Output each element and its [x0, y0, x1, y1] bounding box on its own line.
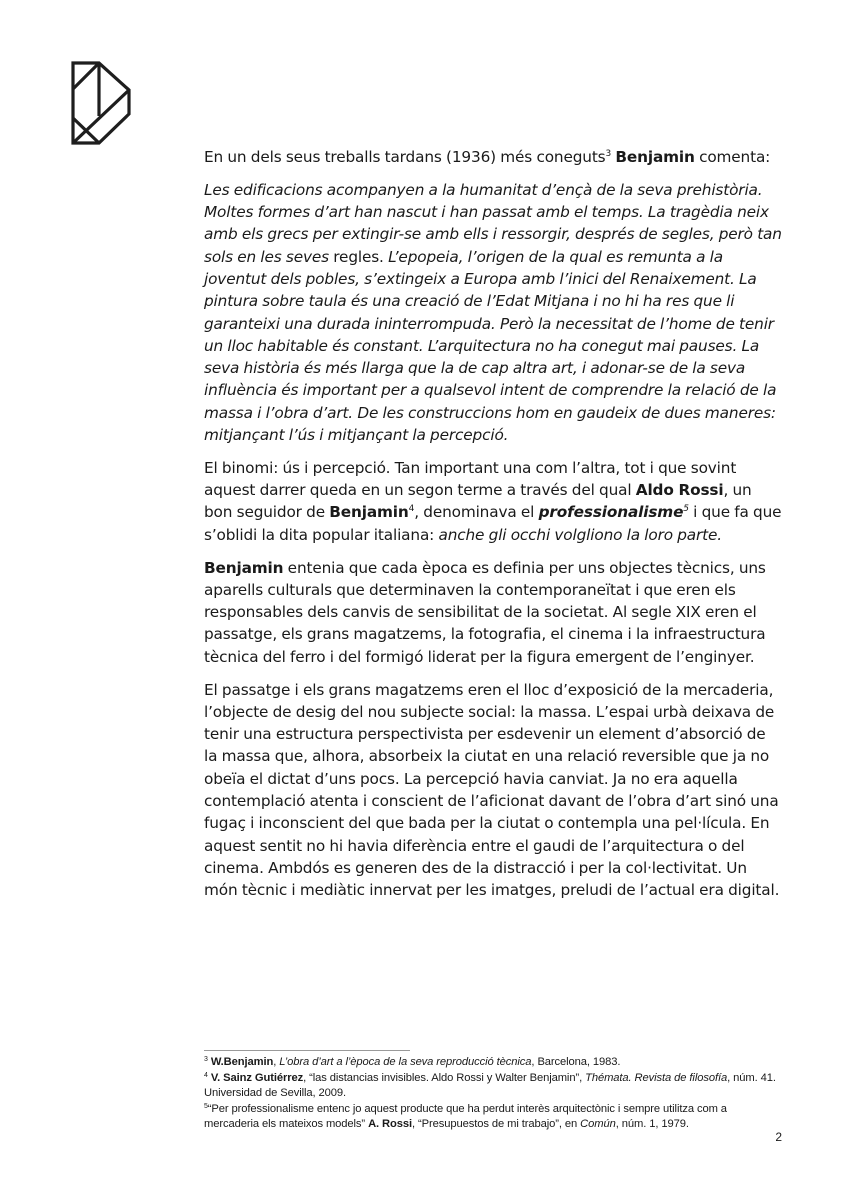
- text: , “las distancias invisibles. Aldo Rossi y Walter Benjamin”,: [303, 1071, 586, 1084]
- footnote-number: 3: [204, 1056, 208, 1063]
- author-name: W.Benjamin: [210, 1056, 274, 1068]
- text: , núm. 1, 1979.: [615, 1118, 689, 1131]
- text: , un bon seguidor de: [204, 481, 752, 522]
- footnotes: [204, 1055, 784, 1133]
- text: , “Presupuestos de mi trabajo”, en: [412, 1118, 581, 1131]
- term: professionalisme: [538, 503, 684, 522]
- text: comenta:: [694, 148, 771, 166]
- text: El binomi: ús i percepció. Tan important una com l’altra, tot i que sovint aquest darrer queda en un segon terme a través del qual: [204, 458, 737, 500]
- author-name: A. Rossi: [368, 1118, 413, 1131]
- text: ,: [273, 1056, 280, 1068]
- footnote-ref-4[interactable]: 4: [408, 504, 415, 515]
- italian-saying: anche gli occhi volgliono la loro parte.: [438, 525, 722, 544]
- text: El passatge i els grans magatzems eren el lloc d’exposició de la mercaderia, l’objecte de desig del nou subjecte social: la massa. L’espai urbà deixava de tenir una estructura perspectivista per esdevenir un element d’absorció de la massa que, alhora, absorbeix la ciutat en una relació reversible que ja no obeïa el dictat d’uns pocs. La percepció havia canviat. Ja no era aquella contemplació atenta i conscient de l’aficionat davant de l’obra d’art sinó una fugaç i inconscient del que bada per la ciutat o contempla una pel·lícula. En aquest sentit no hi havia diferència entre el gaudi de l’arquitectura o del cinema. Ambdós es generen des de la distracció i per la col·lectivitat. Un món tècnic i mediàtic innervat per les imatges, preludi de l’actual era digital.: [204, 680, 780, 900]
- footnote-ref-5[interactable]: 5: [683, 504, 689, 515]
- logo-icon: [70, 60, 132, 146]
- text: regles.: [333, 247, 384, 266]
- text: , núm. 41. Universidad de Sevilla, 2009.: [204, 1071, 776, 1100]
- text: , denominava el: [414, 503, 539, 522]
- text: En un dels seus treballs tardans (1936) més coneguts: [204, 148, 606, 166]
- work-title: L’obra d’art a l’època de la seva reproducció tècnica: [279, 1056, 532, 1068]
- author-name: V. Sainz Gutiérrez: [210, 1071, 304, 1084]
- article-body: [204, 146, 782, 912]
- intro-paragraph: [204, 146, 782, 168]
- binomi-paragraph: [204, 457, 782, 546]
- text: , Barcelona, 1983.: [531, 1056, 621, 1068]
- footnote-4: [204, 1071, 784, 1102]
- epoch-paragraph: [204, 557, 782, 668]
- work-title: Thémata. Revista de filosofía: [585, 1071, 728, 1084]
- author-name: Benjamin: [615, 148, 695, 166]
- footnote-number: 5: [204, 1102, 208, 1110]
- footnote-separator: [204, 1050, 410, 1051]
- footnote-3: [204, 1055, 784, 1071]
- footnote-ref-3[interactable]: 3: [605, 149, 612, 159]
- footnote-number: 4: [204, 1071, 208, 1079]
- text: L’epopeia, l’origen de la qual es remunta a la joventut dels pobles, s’extingeix a Europa amb l’inici del Renaixement. La pintura sobre taula és una creació de l’Edat Mitjana i no hi ha res que li garanteixi una durada ininterrompuda. Però la necessitat de l’home de tenir un lloc habitable és constant. L’arquitectura no ha conegut mai pauses. La seva història és més llarga que la de cap altra art, i adonar-se de la seva influència és important per a qualsevol intent de comprendre la relació de la massa i l’obra d’art. De les construccions hom en gaudeix de dues maneres: mitjançant l’ús i mitjançant la percepció.: [204, 247, 777, 445]
- text: Les edificacions acompanyen a la humanitat d’ençà de la seva prehistòria. Moltes formes d’art han nascut i han passat amb el temps. La tragèdia neix amb els grecs per extingir-se amb ells i ressorgir, després de segles, però tan sols en les seves: [204, 180, 782, 266]
- page-number: 2: [775, 1130, 782, 1144]
- work-title: Común: [580, 1118, 616, 1131]
- text: “Per professionalisme entenc jo aquest producte que ha perdut interès arquitectònic i sempre utilitza com a mercaderia els mateixos models”: [204, 1102, 727, 1131]
- footnote-5: [204, 1102, 784, 1133]
- author-name: Benjamin: [329, 503, 409, 522]
- author-name: Aldo Rossi: [635, 481, 724, 500]
- benjamin-quote: [204, 179, 782, 447]
- passatge-paragraph: [204, 679, 782, 902]
- author-name: Benjamin: [204, 558, 284, 577]
- text: entenia que cada època es definia per uns objectes tècnics, uns aparells culturals que determinaven la contemporaneïtat i que eren els responsables dels canvis de sensibilitat de la societat. Al segle XIX eren el passatge, els grans magatzems, la fotografia, el cinema i la infraestructura tècnica del ferro i del formigó liderat per la figura emergent de l’enginyer.: [204, 558, 766, 666]
- text: i que fa que s’oblidi la dita popular italiana:: [204, 503, 782, 544]
